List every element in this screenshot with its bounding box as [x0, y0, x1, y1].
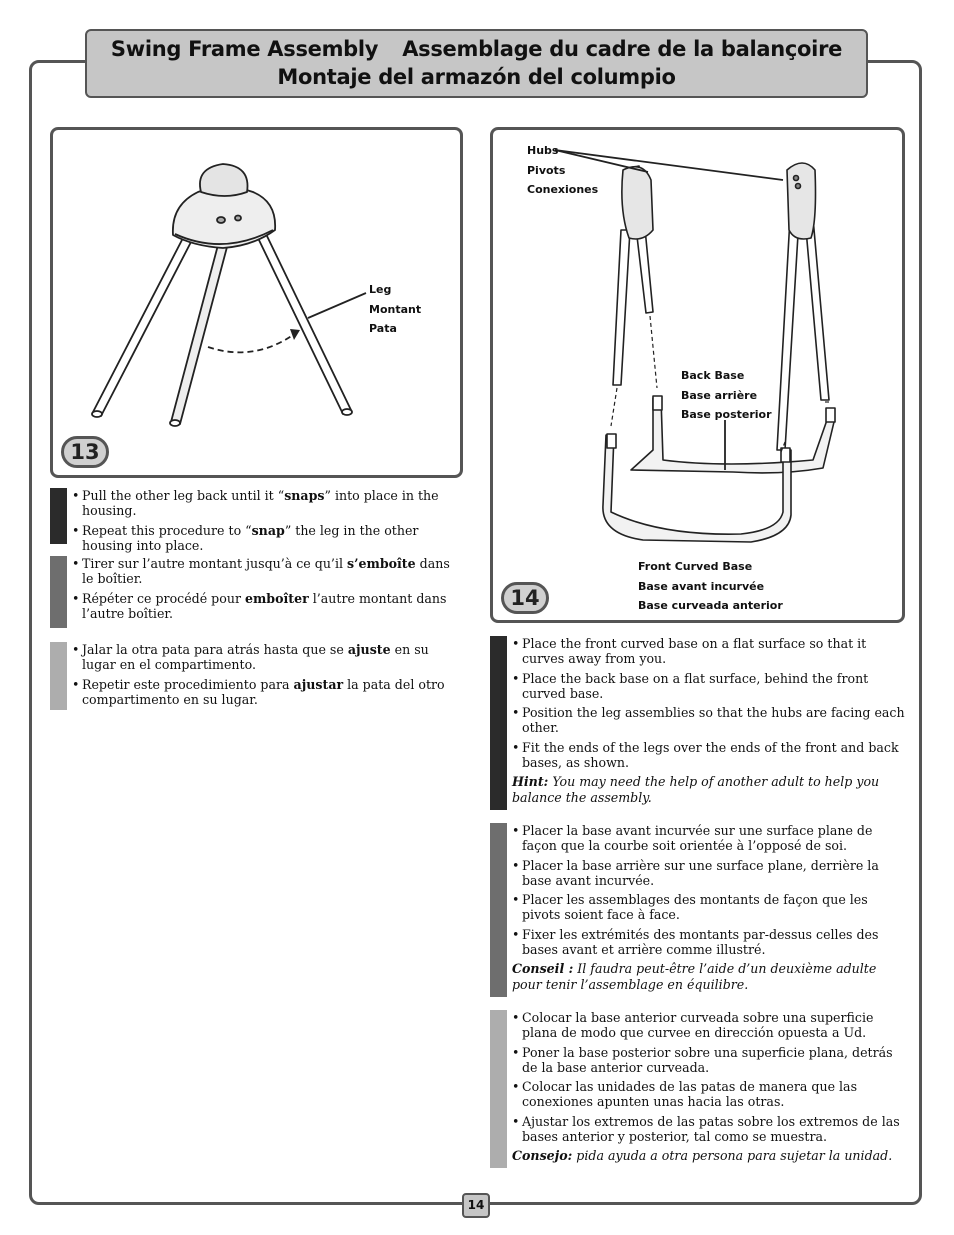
step-13-en-item: • Pull the other leg back until it “snaps” into place in the housing. [72, 488, 462, 519]
step-13-es-item: • Jalar la otra pata para atrás hasta que se ajuste en su lugar en el compartimento. [72, 642, 462, 673]
page-number: 14 [462, 1193, 490, 1218]
page-header [85, 29, 868, 98]
step-14-fr-hint: Conseil : Il faudra peut-être l’aide d’un deuxième adulte pour tenir l’assemblage en équilibre. [512, 961, 877, 992]
french-bar [490, 823, 507, 997]
front-base-label-es: Base curveada anterior [638, 599, 783, 612]
french-bar [50, 556, 67, 628]
step-13-fr [50, 556, 462, 628]
hubs-label-en: Hubs [527, 144, 559, 157]
step-14-fr-item: • Placer la base arrière sur une surface plane, derrière la base avant incurvée. [512, 858, 905, 889]
step-13-en-item: • Repeat this procedure to “snap” the leg in the other housing into place. [72, 523, 462, 554]
back-base-label-en: Back Base [681, 369, 745, 382]
back-base-callout [681, 366, 772, 425]
step-13-illustration [50, 127, 463, 478]
title-en: Swing Frame Assembly [110, 37, 379, 61]
step-number-13: 13 [61, 436, 109, 468]
step-14-es-hint: Consejo: pida ayuda a otra persona para sujetar la unidad. [512, 1148, 893, 1164]
back-base-label-fr: Base arrière [681, 388, 758, 402]
step-14-fr-item: • Placer les assemblages des montants de façon que les pivots soient face à face. [512, 892, 905, 923]
step-14-fr-item: • Fixer les extrémités des montants par-dessus celles des bases avant et arrière comme illustré. [512, 927, 905, 958]
spanish-bar [50, 642, 67, 710]
step-number-14: 14 [501, 582, 549, 614]
step-14-en-item: • Fit the ends of the legs over the ends of the front and back bases, as shown. [512, 740, 905, 771]
step-14-es-item: • Ajustar los extremos de las patas sobre los extremos de las bases anterior y posterior, tal como se muestra. [512, 1114, 905, 1145]
leg-label-en: Leg [369, 283, 392, 296]
step-13-es [50, 642, 462, 710]
title-es: Montaje del armazón del columpio [277, 65, 676, 89]
spanish-bar [490, 1010, 507, 1168]
step-13-es-item: • Repetir este procedimiento para ajustar la pata del otro compartimento en su lugar. [72, 677, 462, 708]
step-14-es-item: • Colocar la base anterior curveada sobre una superficie plana de modo que curvee en dirección opuesta a Ud. [512, 1010, 905, 1041]
leg-label-fr: Montant [369, 302, 422, 316]
leg-callout [369, 280, 421, 339]
hubs-callout [527, 141, 598, 200]
step-13-en [50, 488, 462, 553]
front-base-label-en: Front Curved Base [638, 560, 753, 573]
step-14-es [490, 1010, 905, 1168]
step-14-es-item: • Poner la base posterior sobre una superficie plana, detrás de la base anterior curveada. [512, 1045, 905, 1076]
leg-label-es: Pata [369, 322, 397, 335]
back-base-label-es: Base posterior [681, 408, 772, 421]
step-14-es-item: • Colocar las unidades de las patas de manera que las conexiones apunten unas hacia las otras. [512, 1079, 905, 1110]
english-bar [490, 636, 507, 810]
step-14-illustration [490, 127, 905, 623]
step-14-en [490, 636, 905, 810]
step-14-fr [490, 823, 905, 997]
title-fr: Assemblage du cadre de la balançoire [402, 37, 843, 61]
front-base-callout [638, 557, 783, 616]
hubs-label-fr: Pivots [527, 163, 566, 177]
step-14-en-item: • Position the leg assemblies so that the hubs are facing each other. [512, 705, 905, 736]
step-14-en-hint: Hint: You may need the help of another adult to help you balance the assembly. [512, 774, 880, 805]
step-14-fr-item: • Placer la base avant incurvée sur une surface plane de façon que la courbe soit orientée à l’opposé de soi. [512, 823, 905, 854]
step-13-fr-item: • Répéter ce procédé pour emboîter l’autre montant dans l’autre boîtier. [72, 591, 462, 622]
step-14-en-item: • Place the back base on a flat surface, behind the front curved base. [512, 671, 905, 702]
english-bar [50, 488, 67, 544]
front-base-label-fr: Base avant incurvée [638, 579, 765, 593]
hubs-label-es: Conexiones [527, 183, 599, 196]
step-14-en-item: • Place the front curved base on a flat surface so that it curves away from you. [512, 636, 905, 667]
step-13-fr-item: • Tirer sur l’autre montant jusqu’à ce qu’il s’emboîte dans le boîtier. [72, 556, 462, 587]
